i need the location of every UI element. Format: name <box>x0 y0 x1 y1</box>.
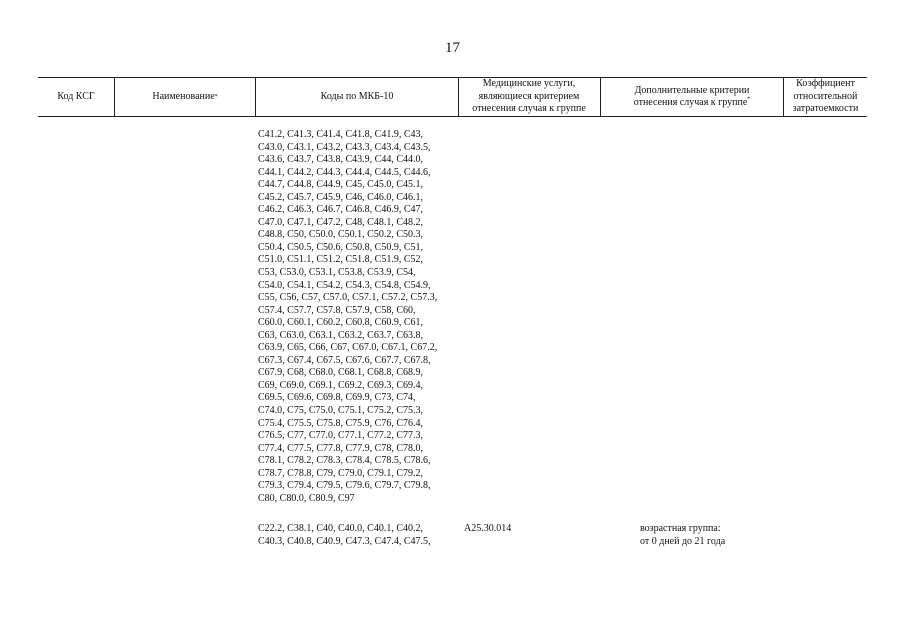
header-criteria <box>604 78 780 116</box>
mkb-code-line: C67.3, C67.4, C67.5, C67.6, C67.7, C67.8, <box>258 354 431 366</box>
mkb-code-line: C69.5, C69.6, C69.8, C69.9, C73, C74, <box>258 392 416 404</box>
criteria-line: от 0 дней до 21 года <box>640 535 726 547</box>
mkb-code-line: C45.2, C45.7, C45.9, C46, C46.0, C46.1, <box>258 191 424 203</box>
table-header <box>38 77 867 117</box>
mkb-code-line: C44.1, C44.2, C44.3, C44.4, C44.5, C44.6, <box>258 166 431 178</box>
header-mkb-codes <box>256 78 458 116</box>
mkb-code-line: C50.4, C50.5, C50.6, C50.8, C50.9, C51, <box>258 241 424 253</box>
header-code-label: Код КСГ <box>57 90 95 102</box>
mkb-code-line: C80, C80.0, C80.9, C97 <box>258 492 355 504</box>
header-criteria-label: Дополнительные критерии отнесения случая к группе <box>633 84 750 108</box>
mkb-code-line: C44.7, C44.8, C44.9, C45, C45.0, C45.1, <box>258 179 424 191</box>
header-mkb-codes-label: Коды по МКБ-10 <box>320 90 394 102</box>
mkb-code-line: C74.0, C75, C75.0, C75.1, C75.2, C75.3, <box>258 405 424 417</box>
page-number: 17 <box>445 40 460 56</box>
mkb-code-line: C78.1, C78.2, C78.3, C78.4, C78.5, C78.6, <box>258 455 431 467</box>
mkb-code-line: C55, C56, C57, C57.0, C57.1, C57.2, C57.3, <box>258 292 438 304</box>
mkb-codes-cell <box>258 129 463 505</box>
mkb-code-line: C40.3, C40.8, C40.9, C47.3, C47.4, C47.5, <box>258 535 431 547</box>
mkb-code-line: C43.6, C43.7, C43.8, C43.9, C44, C44.0, <box>258 154 424 166</box>
header-services-label: Медицинские услуги, являющиеся критерием отнесения случая к группе <box>472 78 586 115</box>
mkb-code-line: C60.0, C60.1, C60.2, C60.8, C60.9, C61, <box>258 317 424 329</box>
header-coefficient-label: Коэффициент относительной затратоемкости <box>792 78 859 115</box>
mkb-code-line: C79.3, C79.4, C79.5, C79.6, C79.7, C79.8, <box>258 480 431 492</box>
mkb-code-line: C67.9, C68, C68.0, C68.1, C68.8, C68.9, <box>258 367 424 379</box>
criteria-line: возрастная группа: <box>640 523 721 534</box>
criteria-cell <box>640 523 725 548</box>
mkb-code-line: C77.4, C77.5, C77.8, C77.9, C78, C78.0, <box>258 442 424 454</box>
mkb-code-line: C41.2, C41.3, C41.4, C41.8, C41.9, C43, <box>258 129 424 140</box>
mkb-code-line: C76.5, C77, C77.0, C77.1, C77.2, C77.3, <box>258 430 424 442</box>
mkb-code-line: C54.0, C54.1, C54.2, C54.3, C54.8, C54.9, <box>258 279 431 291</box>
mkb-code-line: C53, C53.0, C53.1, C53.8, C53.9, C54, <box>258 267 416 279</box>
header-criteria-footnote-mark: * <box>747 96 751 103</box>
mkb-code-line: C57.4, C57.7, C57.8, C57.9, C58, C60, <box>258 304 416 316</box>
header-code <box>38 78 114 116</box>
divider <box>458 78 459 116</box>
mkb-code-line: C69, C69.0, C69.1, C69.2, C69.3, C69.4, <box>258 379 424 391</box>
mkb-code-line: C51.0, C51.1, C51.2, C51.8, C51.9, C52, <box>258 254 424 266</box>
mkb-code-line: C22.2, C38.1, C40, C40.0, C40.1, C40.2, <box>258 523 424 534</box>
header-services <box>462 78 596 116</box>
mkb-code-line: C75.4, C75.5, C75.8, C75.9, C76, C76.4, <box>258 417 424 429</box>
mkb-codes-cell <box>258 523 463 548</box>
header-name: Наименование * <box>152 90 218 102</box>
mkb-code-line: C43.0, C43.1, C43.2, C43.3, C43.4, C43.5, <box>258 141 431 153</box>
mkb-code-line: C47.0, C47.1, C47.2, C48, C48.1, C48.2, <box>258 216 424 228</box>
mkb-code-line: C78.7, C78.8, C79, C79.0, C79.1, C79.2, <box>258 467 424 479</box>
mkb-code-line: C46.2, C46.3, C46.7, C46.8, C46.9, C47, <box>258 204 424 216</box>
service-code: A25.30.014 <box>464 523 512 534</box>
header-coefficient <box>784 78 867 116</box>
divider <box>600 78 601 116</box>
mkb-code-line: C48.8, C50, C50.0, C50.1, C50.2, C50.3, <box>258 229 424 241</box>
header-name-label: Наименование <box>152 90 215 102</box>
mkb-code-line: C63, C63.0, C63.1, C63.2, C63.7, C63.8, <box>258 329 424 341</box>
mkb-code-line: C63.9, C65, C66, C67, C67.0, C67.1, C67.2, <box>258 342 438 354</box>
